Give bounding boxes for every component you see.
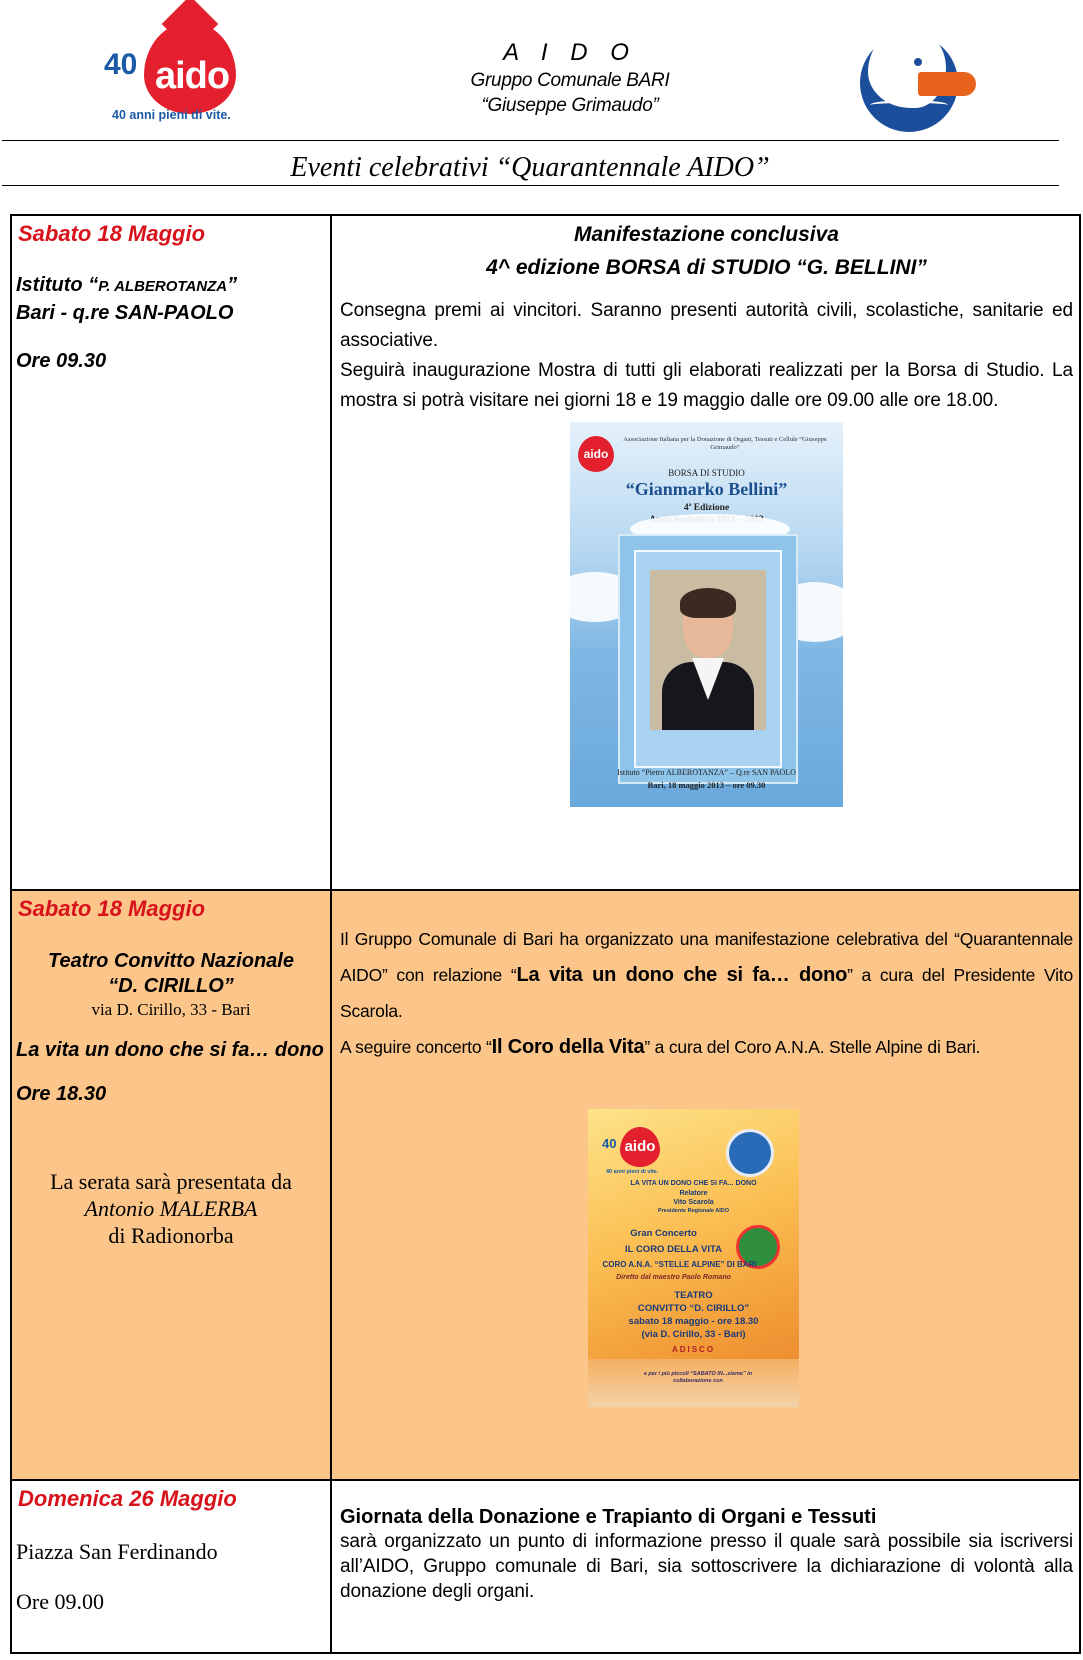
poster-logo-number: 40: [602, 1136, 617, 1151]
photo-frame-inner: [634, 550, 782, 768]
poster-line: IL CORO DELLA VITA: [625, 1244, 722, 1255]
paragraph-text: ” a cura del Presidente Vito Scarola.: [340, 965, 1074, 1021]
student-photo: [650, 570, 766, 730]
event-date: Sabato 18 Maggio: [18, 896, 206, 921]
poster-name: “Gianmarko Bellini”: [625, 479, 788, 499]
logo-number: 40: [104, 48, 138, 81]
event-date: Domenica 26 Maggio: [18, 1486, 237, 1511]
poster-aido-mark: aido: [578, 436, 614, 472]
event-description-cell: [331, 1480, 1080, 1653]
event-details-cell: [11, 1480, 331, 1653]
table-row: [11, 1480, 1080, 1653]
event-time: Ore 09.00: [16, 1589, 104, 1614]
event-paragraph: Seguirà inaugurazione Mostra di tutti gli elaborati realizzati per la Borsa di Studio. La mostra si potrà visitare nei giorni 18 e 19 maggio dalle ore 09.00 alle ore 18.00.: [340, 360, 1073, 411]
logo-word: aido: [154, 55, 230, 97]
venue-name-line2: “D. CIRILLO”: [108, 975, 234, 997]
org-dedication: “Giuseppe Grimaudo”: [481, 95, 659, 116]
concert-title: Il Coro della Vita: [491, 1036, 645, 1058]
event-paragraph: Consegna premi ai vincitori. Saranno presenti autorità civili, scolastiche, sanitarie ed associative.: [340, 300, 1073, 351]
org-group: Gruppo Comunale BARI: [470, 70, 670, 91]
event-venue: [16, 272, 326, 326]
pelican-wave: [870, 100, 948, 110]
poster-line: TEATRO: [674, 1290, 713, 1301]
poster-logo-word: aido: [624, 1138, 656, 1155]
choir-badge-icon: [726, 1129, 774, 1177]
paragraph-text: Il Gruppo Comunale di Bari ha organizzato una manifestazione celebrativa del “Quarantennale AIDO” con relazione “: [340, 929, 1073, 985]
poster-footer: e per i più piccoli “SABATO IN...sieme” in collaborazione con: [643, 1371, 753, 1384]
venue-name: P. ALBEROTANZA: [98, 278, 228, 295]
page-header: [0, 0, 1083, 190]
poster-date: Bari, 18 maggio 2013 – ore 09.30: [647, 780, 766, 790]
presenter-name: Antonio MALERBA: [84, 1196, 258, 1221]
poster-line: Relatore: [679, 1190, 708, 1197]
photo-frame: [618, 534, 798, 784]
organization-heading: [390, 38, 750, 118]
poster-line: Diretto dal maestro Paolo Romano: [616, 1274, 731, 1281]
page-banner: Eventi celebrativi “Quarantennale AIDO”: [290, 152, 770, 183]
event-date: Sabato 18 Maggio: [18, 221, 206, 246]
logo-tagline: 40 anni pieni di vite.: [112, 108, 231, 122]
venue-suffix: ”: [227, 274, 238, 296]
event-talk: La vita un dono che si fa… dono: [16, 1039, 324, 1061]
aido-40-logo: [104, 20, 244, 125]
pelican-beak: [918, 72, 976, 96]
poster-edition-number: 4ª Edizione: [683, 503, 730, 513]
pelican-logo: [860, 28, 975, 130]
presenter-intro: La serata sarà presentata da: [50, 1169, 292, 1194]
poster-line: Gran Concerto: [630, 1228, 697, 1239]
event-details-cell: [11, 890, 331, 1480]
event-venue: [16, 949, 326, 999]
poster-aido-logo: [602, 1127, 662, 1177]
table-row: [11, 890, 1080, 1480]
paragraph-text: ” a cura del Coro A.N.A. Stelle Alpine di Bari.: [644, 1037, 981, 1057]
presenter-org: di Radionorba: [108, 1223, 234, 1248]
header-rule-bottom: [2, 185, 1059, 186]
header-rule-top: [2, 140, 1059, 141]
event-subtitle: 4^ edizione BORSA di STUDIO “G. BELLINI”: [486, 256, 927, 279]
venue-address: via D. Cirillo, 33 - Bari: [91, 1000, 251, 1019]
venue-prefix: Istituto “: [16, 274, 99, 296]
paragraph-text: A seguire concerto “: [340, 1037, 492, 1057]
poster-borsa: BORSA DI STUDIO: [668, 468, 745, 478]
venue-name: Teatro Convitto Nazionale: [48, 950, 294, 972]
events-table: [10, 214, 1081, 1654]
event-venue: Piazza San Ferdinando: [16, 1539, 218, 1564]
poster-line: CONVITTO “D. CIRILLO”: [637, 1303, 750, 1314]
poster-line: (via D. Cirillo, 33 - Bari): [641, 1329, 746, 1340]
poster-line: Presidente Regionale AIDO: [657, 1208, 729, 1214]
pelican-icon: [868, 28, 946, 108]
talk-title: La vita un dono che si fa… dono: [516, 964, 848, 986]
event-title: Giornata della Donazione e Trapianto di Organi e Tessuti: [340, 1506, 877, 1528]
event-paragraph: [340, 1029, 1073, 1065]
event-details-cell: [11, 215, 331, 890]
event-paragraph: [340, 921, 1073, 1029]
event-time: Ore 18.30: [16, 1083, 107, 1105]
poster-logo-tagline: 40 anni pieni di vite.: [606, 1169, 659, 1175]
table-row: [11, 215, 1080, 890]
presenter-block: [16, 1168, 326, 1249]
event-paragraph: sarà organizzato un punto di informazione presso il quale sarà possibile sia iscriversi all’AIDO, Gruppo comunale di Bari, sia sottoscrivere la dichiarazione di volontà alla donazione degli organi.: [340, 1531, 1073, 1602]
poster-line: LA VITA UN DONO CHE SI FA... DONO: [630, 1180, 757, 1187]
org-name: A I D O: [503, 39, 637, 66]
venue-district: Bari - q.re SAN-PAOLO: [16, 302, 234, 324]
event-time: Ore 09.30: [16, 350, 107, 372]
event-description-cell: [331, 890, 1080, 1480]
poster-venue: Istituto “Pietro ALBEROTANZA” – Q.re SAN PAOLO: [617, 768, 796, 777]
event-title: Manifestazione conclusiva: [574, 223, 839, 246]
poster-line: Vito Scarola: [673, 1199, 714, 1206]
concert-poster: [588, 1109, 799, 1407]
event-description-cell: [331, 215, 1080, 890]
poster-association: Associazione Italiana per la Donazione di Organi, Tessuti e Cellule “Giuseppe Grimaudo”: [623, 436, 827, 451]
photo-hair: [680, 588, 736, 618]
scholarship-poster: [570, 422, 843, 807]
poster-line: CORO A.N.A. “STELLE ALPINE” DI BARI: [602, 1260, 757, 1269]
poster-line: sabato 18 maggio - ore 18.30: [628, 1316, 759, 1327]
pelican-eye: [914, 58, 922, 66]
poster-line: ADISCO: [671, 1345, 716, 1354]
